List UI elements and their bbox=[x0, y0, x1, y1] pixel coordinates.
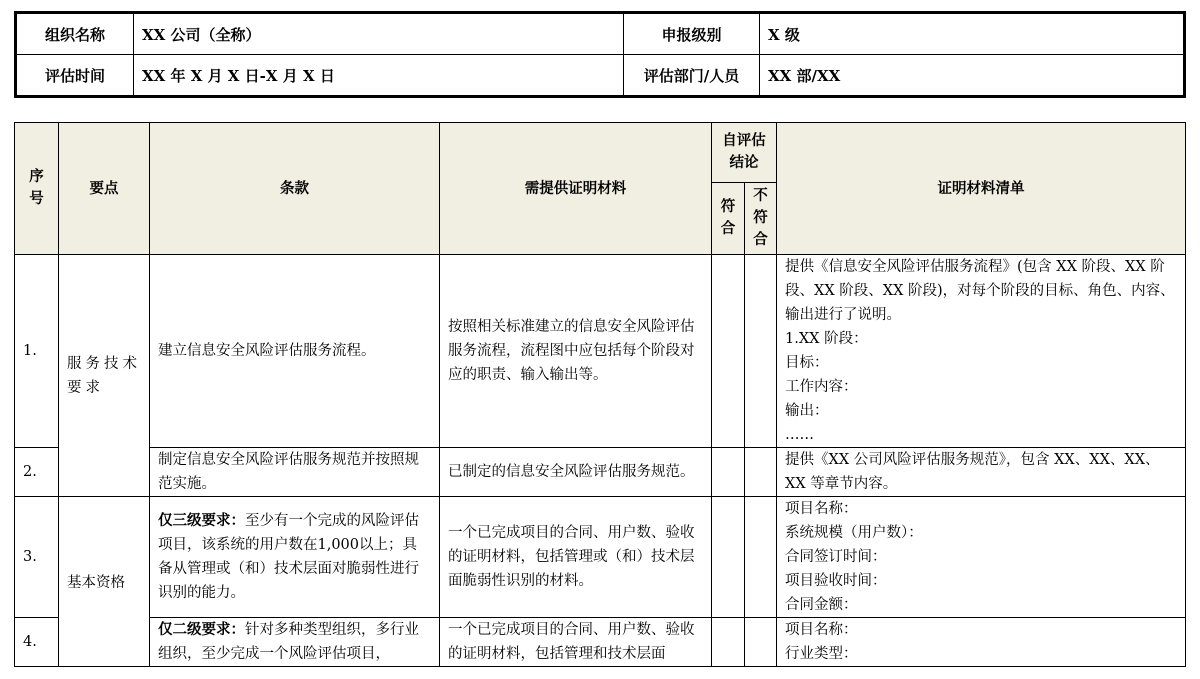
row-material: 按照相关标准建立的信息安全风险评估服务流程，流程图中应包括每个阶段对应的职责、输入输出等。 bbox=[440, 255, 712, 448]
table-row bbox=[15, 255, 1186, 448]
conform-cell[interactable] bbox=[712, 448, 745, 497]
eval-time-label: 评估时间 bbox=[16, 55, 134, 97]
row-material: 一个已完成项目的合同、用户数、验收的证明材料，包括管理或（和）技术层面脆弱性识别的材料。 bbox=[440, 497, 712, 618]
conform-cell[interactable] bbox=[712, 497, 745, 618]
eval-dept-label: 评估部门/人员 bbox=[624, 55, 760, 97]
row-evidence: 项目名称： 行业类型： bbox=[777, 618, 1186, 667]
row-index: 4. bbox=[15, 618, 59, 667]
row-material: 已制定的信息安全风险评估服务规范。 bbox=[440, 448, 712, 497]
col-self-eval-header: 自评估 结论 bbox=[712, 123, 777, 183]
col-evidence-header: 证明材料清单 bbox=[777, 123, 1186, 255]
row-evidence: 提供《信息安全风险评估服务流程》(包含 XX 阶段、XX 阶段、XX 阶段、XX 阶段)，对每个阶段的目标、角色、内容、输出进行了说明。 1.XX 阶段： 目标： 工作内容： 输出： …… bbox=[777, 255, 1186, 448]
nonconform-cell[interactable] bbox=[745, 618, 777, 667]
nonconform-cell[interactable] bbox=[745, 255, 777, 448]
nonconform-cell[interactable] bbox=[745, 497, 777, 618]
table-row bbox=[15, 497, 1186, 618]
conform-cell[interactable] bbox=[712, 255, 745, 448]
level-value: X 级 bbox=[760, 13, 1185, 55]
row-clause: 制定信息安全风险评估服务规范并按照规范实施。 bbox=[150, 448, 440, 497]
row-clause: 仅二级要求：针对多种类型组织，多行业组织，至少完成一个风险评估项目， bbox=[150, 618, 440, 667]
conform-cell[interactable] bbox=[712, 618, 745, 667]
eval-dept-value: XX 部/XX bbox=[760, 55, 1185, 97]
row-clause: 仅三级要求：至少有一个完成的风险评估项目，该系统的用户数在1,000以上；具备从管理或（和）技术层面对脆弱性进行识别的能力。 bbox=[150, 497, 440, 618]
row-point: 服务技术要求 bbox=[59, 255, 150, 497]
org-info-table bbox=[14, 11, 1186, 98]
col-seq-header: 序 号 bbox=[15, 123, 59, 255]
row-clause: 建立信息安全风险评估服务流程。 bbox=[150, 255, 440, 448]
eval-time-value: XX 年 X 月 X 日-X 月 X 日 bbox=[134, 55, 624, 97]
row-evidence: 项目名称： 系统规模（用户数）： 合同签订时间： 项目验收时间： 合同金额： bbox=[777, 497, 1186, 618]
col-material-header: 需提供证明材料 bbox=[440, 123, 712, 255]
col-clause-header: 条款 bbox=[150, 123, 440, 255]
assessment-table bbox=[14, 122, 1186, 667]
row-point: 基本资格 bbox=[59, 497, 150, 667]
row-index: 2. bbox=[15, 448, 59, 497]
row-material: 一个已完成项目的合同、用户数、验收的证明材料，包括管理和技术层面 bbox=[440, 618, 712, 667]
level-label: 申报级别 bbox=[624, 13, 760, 55]
row-evidence: 提供《XX 公司风险评估服务规范》，包含 XX、XX、XX、XX 等章节内容。 bbox=[777, 448, 1186, 497]
row-index: 3. bbox=[15, 497, 59, 618]
col-nonconform-header: 不 符 合 bbox=[745, 183, 777, 255]
col-point-header: 要点 bbox=[59, 123, 150, 255]
col-conform-header: 符 合 bbox=[712, 183, 745, 255]
org-name-value: XX 公司（全称） bbox=[134, 13, 624, 55]
nonconform-cell[interactable] bbox=[745, 448, 777, 497]
row-index: 1. bbox=[15, 255, 59, 448]
table-row bbox=[15, 618, 1186, 667]
org-name-label: 组织名称 bbox=[16, 13, 134, 55]
table-row bbox=[15, 448, 1186, 497]
